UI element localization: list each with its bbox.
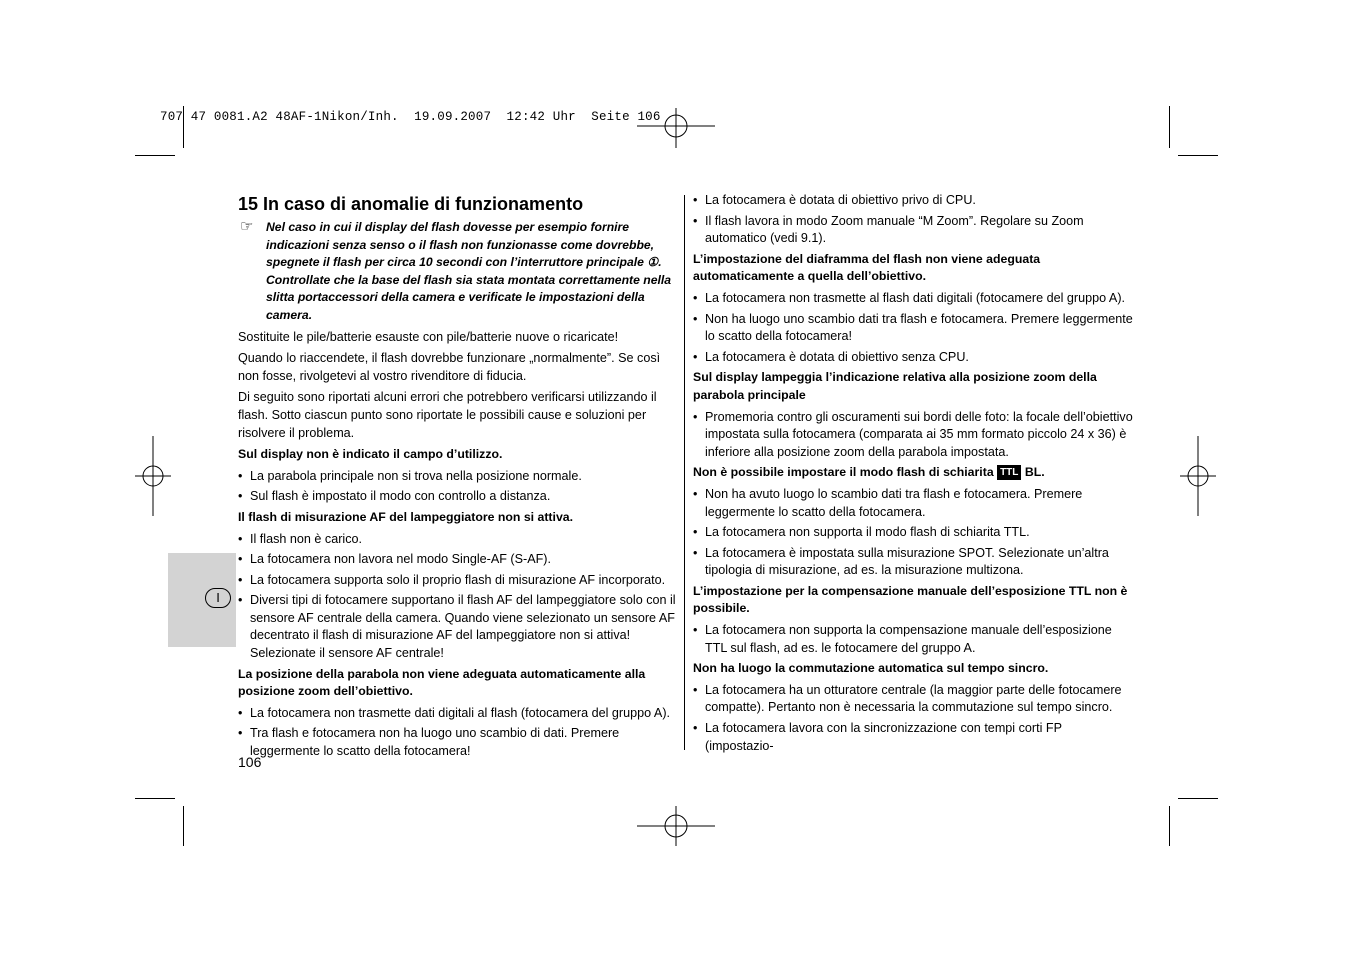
bullet-item: • Sul flash è impostato il modo con controllo a distanza. <box>238 488 678 506</box>
bullet-item: • Non ha luogo uno scambio dati tra flash e fotocamera. Premere leggermente lo scatto della fotocamera! <box>693 311 1133 346</box>
bullet-item: • Non ha avuto luogo lo scambio dati tra flash e fotocamera. Premere leggermente lo scatto della fotocamera. <box>693 486 1133 521</box>
bullet-item: • La fotocamera non trasmette al flash dati digitali (fotocamere del gruppo A). <box>693 290 1133 308</box>
bullet-item: • La fotocamera è dotata di obiettivo senza CPU. <box>693 349 1133 367</box>
subheading: Sul display lampeggia l’indicazione relativa alla posizione zoom della parabola principale <box>693 370 1097 402</box>
subheading: L’impostazione del diaframma del flash non viene adeguata automaticamente a quella dell’obiettivo. <box>693 251 1041 284</box>
right-column <box>693 192 1133 758</box>
bullet-item: • Diversi tipi di fotocamere supportano il flash AF del lampeggiatore solo con il sensore AF centrale della camera. Quando viene selezionato un sensore AF decentrato il flash di misurazione AF del lampeggiatore non si attiva! Selezionate il sensore AF centrale! <box>238 592 678 662</box>
note-block <box>238 219 678 325</box>
bullet-item: • La fotocamera non lavora nel modo Single-AF (S-AF). <box>238 551 678 569</box>
language-tab-label: I <box>205 588 231 608</box>
bullet-item: • La fotocamera non supporta il modo flash di schiarita TTL. <box>693 524 1133 542</box>
registration-mark-right <box>1180 436 1216 516</box>
subheading-ttl <box>693 464 1133 482</box>
registration-mark-left <box>135 436 171 516</box>
subheading-text: Non è possibile impostare il modo flash di schiarita <box>693 465 994 480</box>
subheading: Il flash di misurazione AF del lampeggiatore non si attiva. <box>238 509 574 524</box>
subheading-text: BL. <box>1024 465 1045 480</box>
subheading: L’impostazione per la compensazione manuale dell’esposizione TTL non è possibile. <box>693 583 1128 616</box>
bullet-item: • La fotocamera non trasmette dati digitali al flash (fotocamera del gruppo A). <box>238 705 678 723</box>
left-column <box>238 193 678 764</box>
bullet-item: • La fotocamera è impostata sulla misurazione SPOT. Selezionate un’altra tipologia di misurazione, ad es. la misurazione multizona. <box>693 545 1133 580</box>
page-number: 106 <box>238 754 262 770</box>
bullet-item: • Il flash non è carico. <box>238 531 678 549</box>
hand-pointer-icon: ☞ <box>240 218 254 235</box>
note-text: Nel caso in cui il display del flash dovesse per esempio fornire indicazioni senza senso o il flash non funzionasse come dovrebbe, spegnete il flash per circa 10 secondi con l’interruttore principale ①. Controllate che la base del flash sia stata montata correttamente nella slitta portaccessori della camera e verificate le impostazioni della camera. <box>266 220 672 322</box>
bullet-item: • La fotocamera è dotata di obiettivo privo di CPU. <box>693 192 1133 210</box>
registration-mark-bottom <box>637 806 715 846</box>
paragraph: Quando lo riaccendete, il flash dovrebbe funzionare „normalmente”. Se così non fosse, rivolgetevi al vostro rivenditore di fiducia. <box>238 351 661 383</box>
paragraph: Sostituite le pile/batterie esauste con pile/batterie nuove o ricaricate! <box>238 329 619 344</box>
subheading: La posizione della parabola non viene adeguata automaticamente alla posizione zoom dell’obiettivo. <box>238 666 646 699</box>
bullet-item: • La fotocamera lavora con la sincronizzazione con tempi corti FP (impostazio- <box>693 720 1133 755</box>
bullet-item: • La parabola principale non si trova nella posizione normale. <box>238 468 678 486</box>
column-divider <box>684 195 685 750</box>
bullet-item: • Promemoria contro gli oscuramenti sui bordi delle foto: la focale dell’obiettivo impostata sulla fotocamera (comparata ai 35 mm formato piccolo 24 x 36) è inferiore alla posizione zoom della parabola impostata. <box>693 409 1133 462</box>
bullet-item: • La fotocamera non supporta la compensazione manuale dell’esposizione TTL sul flash, ad es. le fotocamere del gruppo A. <box>693 622 1133 657</box>
paragraph: Di seguito sono riportati alcuni errori che potrebbero verificarsi utilizzando il flash. Sotto ciascun punto sono riportate le possibili cause e soluzioni per risolvere il problema. <box>238 390 657 440</box>
bullet-item: • La fotocamera ha un otturatore centrale (la maggior parte delle fotocamere compatte). Pertanto non è necessaria la commutazione sul tempo sincro. <box>693 682 1133 717</box>
bullet-item: • Il flash lavora in modo Zoom manuale “M Zoom”. Regolare su Zoom automatico (vedi 9.1). <box>693 213 1133 248</box>
bullet-item: • Tra flash e fotocamera non ha luogo uno scambio di dati. Premere leggermente lo scatto della fotocamera! <box>238 725 678 760</box>
bullet-item: • La fotocamera supporta solo il proprio flash di misurazione AF incorporato. <box>238 572 678 590</box>
print-header: 707 47 0081.A2 48AF-1Nikon/Inh. 19.09.2007 12:42 Uhr Seite 106 <box>160 110 661 124</box>
subheading: Sul display non è indicato il campo d’utilizzo. <box>238 447 503 462</box>
subheading: Non ha luogo la commutazione automatica sul tempo sincro. <box>693 661 1049 676</box>
ttl-badge: TTL <box>997 465 1021 480</box>
section-title: 15 In caso di anomalie di funzionamento <box>238 194 584 214</box>
